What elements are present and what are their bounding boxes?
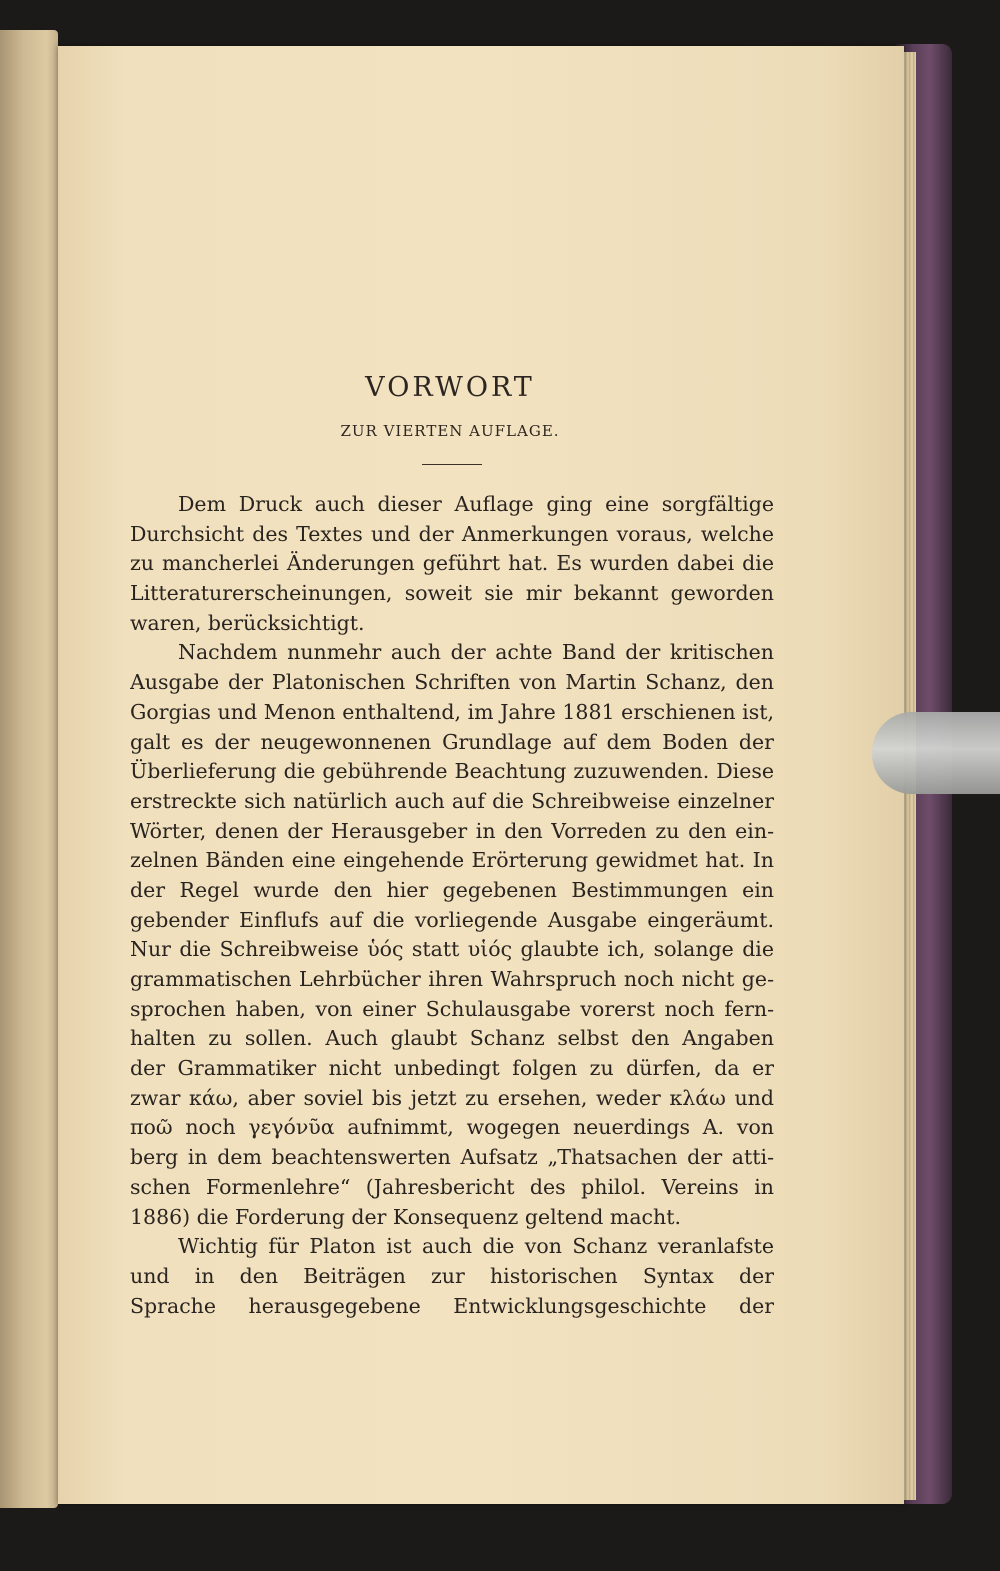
text-line: zwar κάω, aber soviel bis jetzt zu ersehen, weder κλάω und xyxy=(130,1085,774,1110)
title-divider xyxy=(422,464,482,465)
text-line: gebender Einflufs auf die vorliegende Ausgabe eingeräumt. xyxy=(130,907,774,932)
page-title: VORWORT xyxy=(365,372,535,403)
text-line: grammatischen Lehrbücher ihren Wahrspruch noch nicht ge- xyxy=(130,967,774,991)
text-line: sprochen haben, von einer Schulausgabe vorerst noch fern- xyxy=(130,996,774,1021)
body-text xyxy=(130,490,774,1321)
text-line: Dem Druck auch dieser Auflage ging eine sorgfältige xyxy=(178,492,774,516)
text-line: erstreckte sich natürlich auch auf die Schreibweise einzelner xyxy=(130,788,774,813)
text-line: 1886) die Forderung der Konsequenz geltend macht. xyxy=(130,1204,681,1229)
page-subtitle: ZUR VIERTEN AUFLAGE. xyxy=(340,422,560,440)
text-line: Wörter, denen der Herausgeber in den Vorreden zu den ein- xyxy=(130,818,774,843)
text-line: Sprache herausgegebene Entwicklungsgeschichte der xyxy=(130,1293,774,1318)
text-line: zelnen Bänden eine eingehende Erörterung gewidmet hat. In xyxy=(130,848,774,873)
bookmark-clip xyxy=(872,712,1000,794)
text-line: ποῶ noch γεγόνῦα aufnimmt, wogegen neuerdings A. von xyxy=(130,1115,774,1140)
text-line: Gorgias und Menon enthaltend, im Jahre 1881 erschienen ist, xyxy=(130,699,774,724)
text-line: Durchsicht des Textes und der Anmerkungen voraus, welche xyxy=(130,521,774,546)
text-line: Nur die Schreibweise ὑός statt υἱός glaubte ich, solange die xyxy=(130,937,774,962)
text-line: halten zu sollen. Auch glaubt Schanz selbst den Angaben xyxy=(130,1026,774,1051)
text-line: Litteraturerscheinungen, soweit sie mir bekannt geworden xyxy=(130,581,774,606)
text-line: waren, berücksichtigt. xyxy=(130,610,365,635)
left-page-edge xyxy=(0,30,58,1508)
text-line: der Regel wurde den hier gegebenen Bestimmungen ein xyxy=(130,877,774,902)
text-line: Ausgabe der Platonischen Schriften von Martin Schanz, den xyxy=(130,670,774,695)
text-line: Wichtig für Platon ist auch die von Schanz veranlafste xyxy=(178,1234,774,1259)
text-line: galt es der neugewonnenen Grundlage auf dem Boden der xyxy=(130,729,774,754)
text-line: schen Formenlehre“ (Jahresbericht des philol. Vereins in xyxy=(130,1174,774,1199)
text-line: der Grammatiker nicht unbedingt folgen zu dürfen, da er xyxy=(130,1056,774,1081)
text-line: und in den Beiträgen zur historischen Syntax der xyxy=(130,1263,774,1288)
text-line: Nachdem nunmehr auch der achte Band der kritischen xyxy=(178,640,774,665)
text-line: zu mancherlei Änderungen geführt hat. Es wurden dabei die xyxy=(130,551,774,576)
text-line: berg in dem beachtenswerten Aufsatz „Thatsachen der atti- xyxy=(130,1145,774,1170)
text-line: Überlieferung die gebührende Beachtung zuzuwenden. Diese xyxy=(130,759,774,784)
